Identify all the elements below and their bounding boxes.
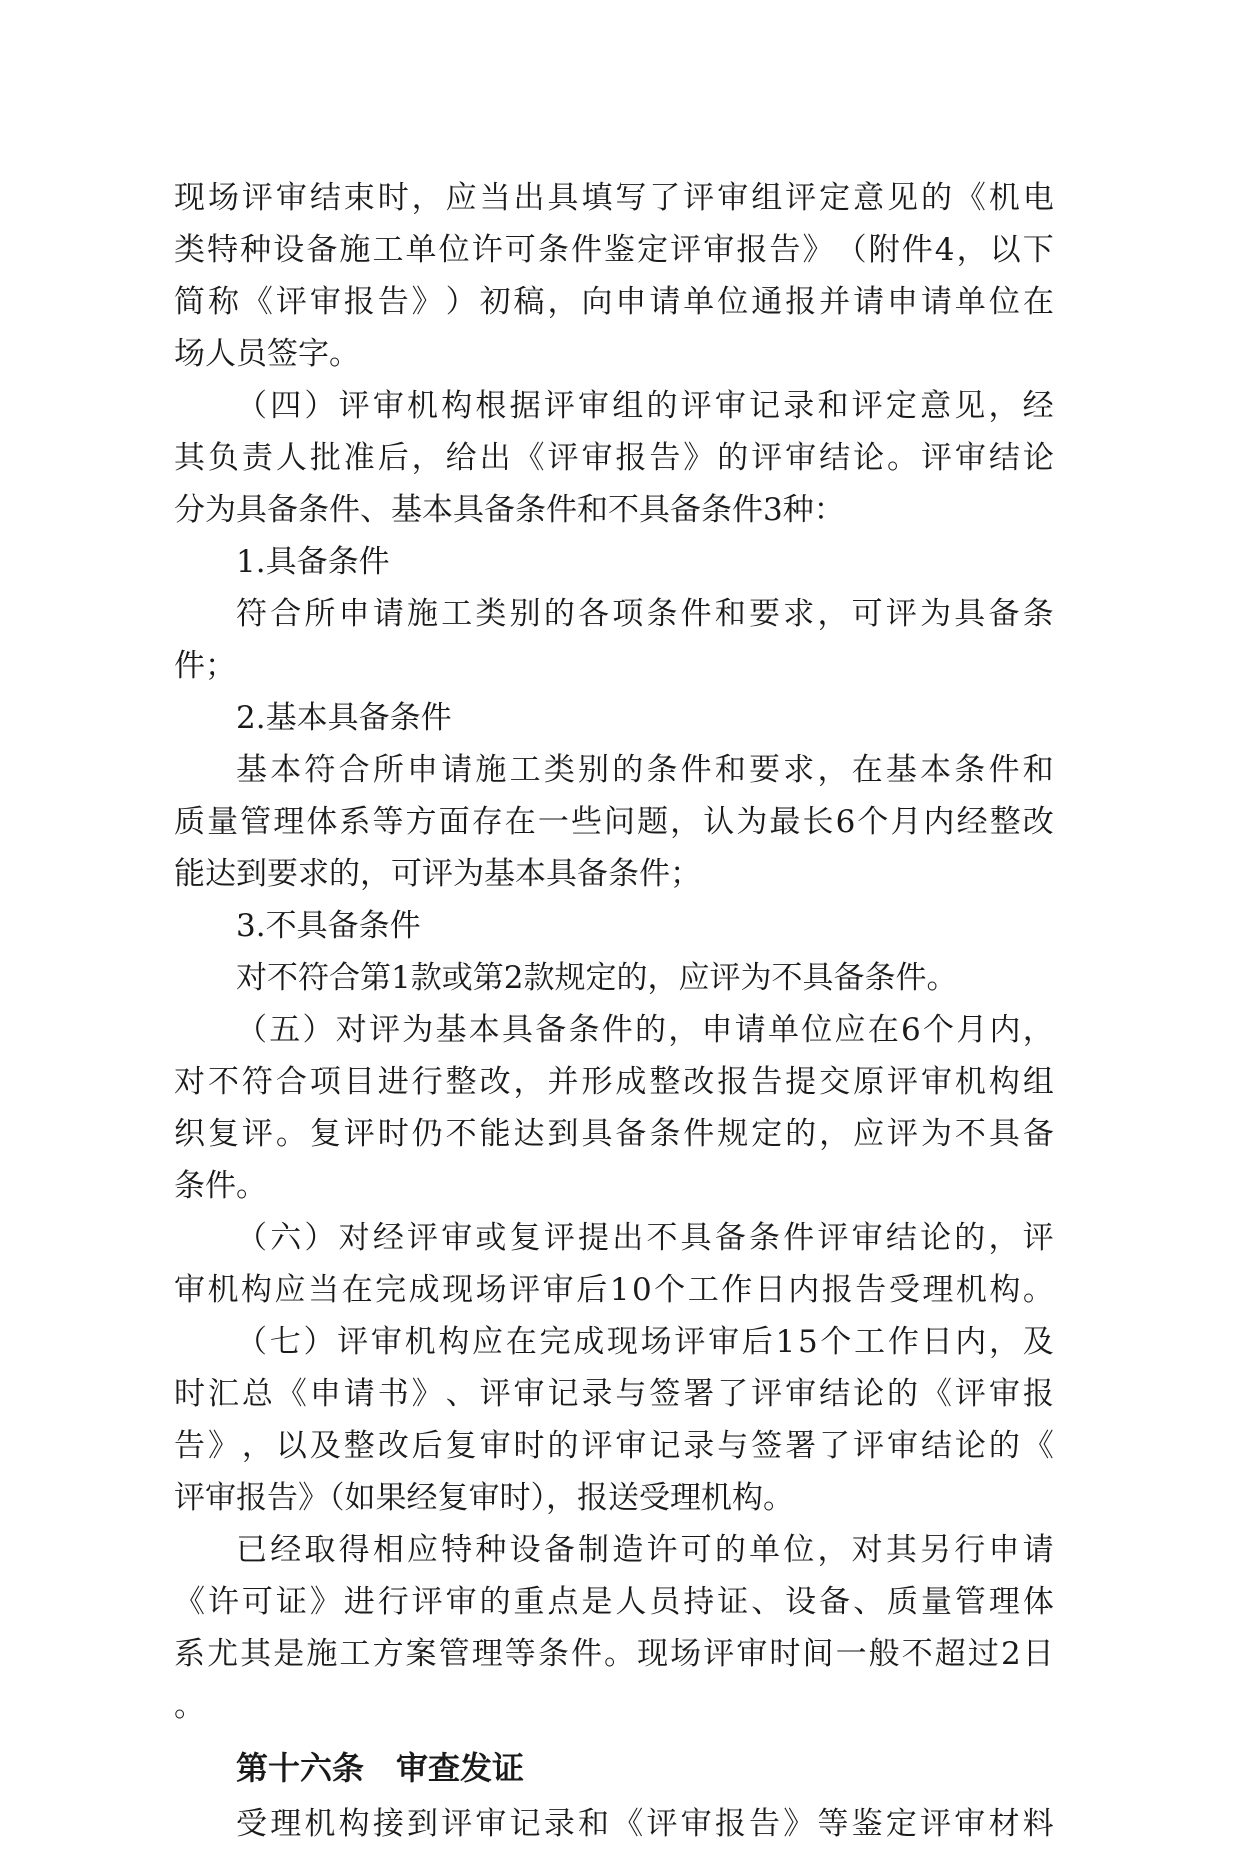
paragraph-line: 简 称 《 评 审 报 告 》 ） 初 稿 ， 向 申 请 单 位 通 报 并 请 申 请 单 位 在 (174, 284, 1054, 320)
paragraph-line: 审 机 构 应 当 在 完 成 现 场 评 审 后 1 0 个 工 作 日 内 报 告 受 理 机 构 。 (174, 1272, 1054, 1308)
paragraph-line: 评审报告》（如果经复审时），报送受理机构。 (174, 1480, 794, 1516)
paragraph-line: 分为具备条件、基本具备条件和不具备条件3种： (174, 492, 845, 528)
paragraph-line: （ 七 ） 评 审 机 构 应 在 完 成 现 场 评 审 后 1 5 个 工 作 日 内 ， 及 (236, 1324, 1054, 1360)
section-heading-title: 审查发证 (396, 1749, 525, 1787)
paragraph-line: 类 特 种 设 备 施 工 单 位 许 可 条 件 鉴 定 评 审 报 告 》 （ 附 件 4 ， 以 下 (174, 232, 1054, 268)
paragraph-line: 其 负 责 人 批 准 后 ， 给 出 《 评 审 报 告 》 的 评 审 结 论 。 评 审 结 论 (174, 440, 1054, 476)
list-item-title: 2.基本具备条件 (236, 700, 452, 736)
paragraph-line: 对 不 符 合 项 目 进 行 整 改 ， 并 形 成 整 改 报 告 提 交 原 评 审 机 构 组 (174, 1064, 1054, 1100)
paragraph-line: （ 五 ） 对 评 为 基 本 具 备 条 件 的 ， 申 请 单 位 应 在 6 个 月 内 ， (236, 1012, 1054, 1048)
paragraph-line: 织 复 评 。 复 评 时 仍 不 能 达 到 具 备 条 件 规 定 的 ， 应 评 为 不 具 备 (174, 1116, 1054, 1152)
paragraph-line: 现 场 评 审 结 束 时 ， 应 当 出 具 填 写 了 评 审 组 评 定 意 见 的 《 机 电 (174, 180, 1054, 216)
paragraph-line: 条件。 (174, 1168, 267, 1204)
section-heading (174, 1738, 1054, 1798)
section-heading-number: 第十六条 (236, 1749, 365, 1787)
paragraph-line: 场人员签字。 (174, 336, 360, 372)
document-body (174, 172, 1054, 1850)
paragraph-line: 告 》 ， 以 及 整 改 后 复 审 时 的 评 审 记 录 与 签 署 了 评 审 结 论 的 《 (174, 1428, 1054, 1464)
paragraph-line: 已 经 取 得 相 应 特 种 设 备 制 造 许 可 的 单 位 ， 对 其 另 行 申 请 (236, 1532, 1054, 1568)
paragraph-line: 符 合 所 申 请 施 工 类 别 的 各 项 条 件 和 要 求 ， 可 评 为 具 备 条 (236, 596, 1054, 632)
paragraph-line: 对不符合第1款或第2款规定的，应评为不具备条件。 (236, 960, 958, 996)
paragraph-line: 。 (174, 1688, 205, 1724)
paragraph-line: 时 汇 总 《 申 请 书 》 、 评 审 记 录 与 签 署 了 评 审 结 论 的 《 评 审 报 (174, 1376, 1054, 1412)
paragraph-line: 能达到要求的，可评为基本具备条件； (174, 856, 701, 892)
paragraph-line: 受 理 机 构 接 到 评 审 记 录 和 《 评 审 报 告 》 等 鉴 定 评 审 材 料 (236, 1806, 1054, 1842)
paragraph-line: （ 六 ） 对 经 评 审 或 复 评 提 出 不 具 备 条 件 评 审 结 论 的 ， 评 (236, 1220, 1054, 1256)
paragraph-line: 《 许 可 证 》 进 行 评 审 的 重 点 是 人 员 持 证 、 设 备 、 质 量 管 理 体 (174, 1584, 1054, 1620)
paragraph-line: （ 四 ） 评 审 机 构 根 据 评 审 组 的 评 审 记 录 和 评 定 意 见 ， 经 (236, 388, 1054, 424)
list-item-title: 1.具备条件 (236, 544, 390, 580)
paragraph-line: 基 本 符 合 所 申 请 施 工 类 别 的 条 件 和 要 求 ， 在 基 本 条 件 和 (236, 752, 1054, 788)
paragraph-line: 系 尤 其 是 施 工 方 案 管 理 等 条 件 。 现 场 评 审 时 间 一 般 不 超 过 2 日 (174, 1636, 1054, 1672)
paragraph-line: 件； (174, 648, 236, 684)
paragraph-line: 质 量 管 理 体 系 等 方 面 存 在 一 些 问 题 ， 认 为 最 长 6 个 月 内 经 整 改 (174, 804, 1054, 840)
list-item-title: 3.不具备条件 (236, 908, 421, 944)
